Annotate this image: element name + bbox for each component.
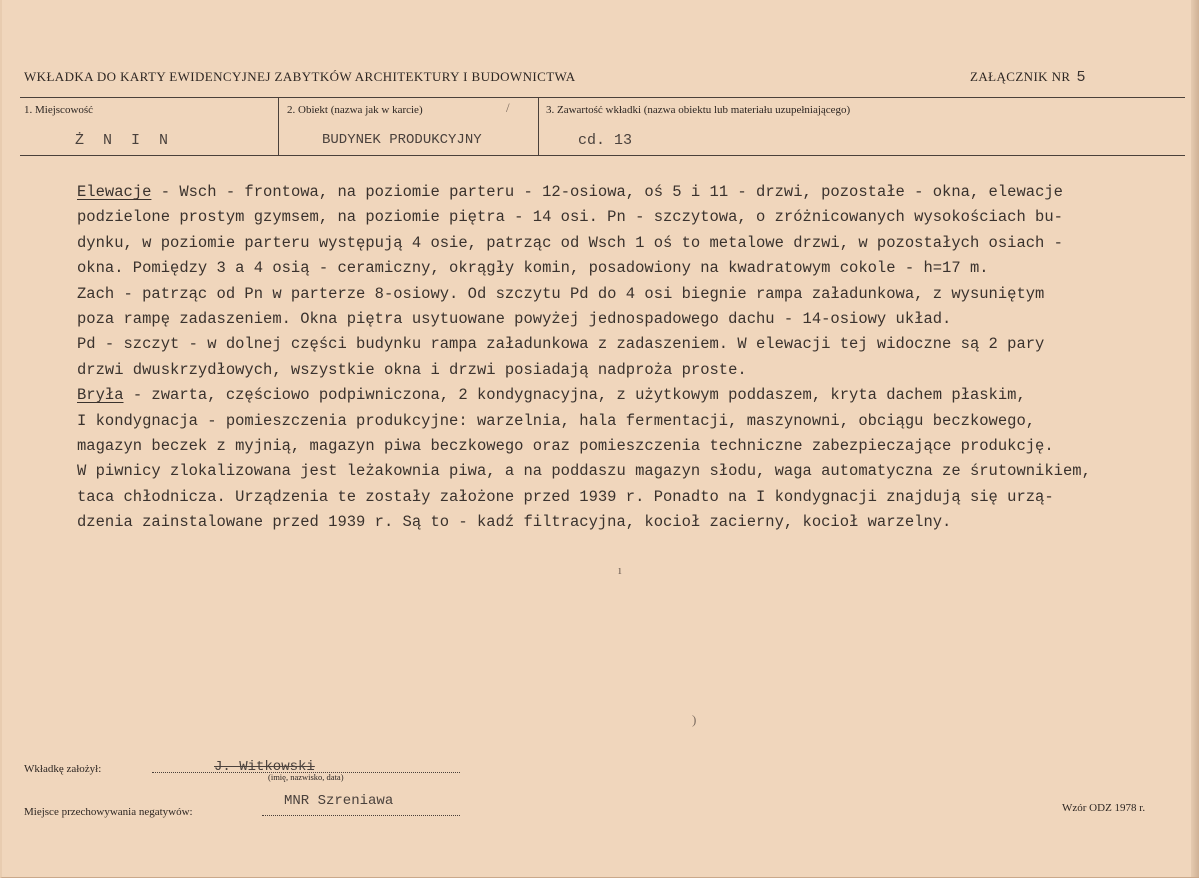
- field-divider-2: [538, 97, 539, 155]
- locality-value: Ż N I N: [75, 132, 174, 149]
- text-line: [77, 332, 1177, 357]
- attachment-number-value: 5: [1076, 69, 1086, 86]
- text-line-content: podzielone prostym gzymsem, na poziomie piętra - 14 osi. Pn - szczytowa, o zróżnicowanych wysokościach bu-: [77, 208, 1063, 227]
- card-edge: [1191, 0, 1199, 878]
- text-line: [77, 383, 1177, 408]
- storage-value: MNR Szreniawa: [284, 793, 394, 809]
- text-line: [77, 459, 1177, 484]
- text-line: [77, 358, 1177, 383]
- text-line: [77, 180, 1177, 205]
- text-line: [77, 231, 1177, 256]
- form-code: Wzór ODZ 1978 r.: [1062, 802, 1146, 814]
- content-value: cd. 13: [578, 132, 633, 149]
- text-line-content: I kondygnacja - pomieszczenia produkcyjne: warzelnia, hala fermentacji, maszynowni, obciągu beczkowego,: [77, 411, 1036, 430]
- field-divider-1: [278, 97, 279, 155]
- text-line-content: Zach - patrząc od Pn w parterze 8-osiowy. Od szczytu Pd do 4 osi biegnie rampa załadunkowa, z wysuniętym: [77, 284, 1045, 303]
- text-line-content: dynku, w poziomie parteru występują 4 osie, patrząc od Wsch 1 oś to metalowe drzwi, w pozostałych osiach -: [77, 233, 1063, 252]
- text-line-content: magazyn beczek z myjnią, magazyn piwa beczkowego oraz pomieszczenia techniczne zabezpieczające produkcję.: [77, 436, 1054, 455]
- stray-mark: /: [506, 100, 510, 115]
- text-line: [77, 510, 1177, 535]
- text-line: [77, 434, 1177, 459]
- text-line-content: drzwi dwuskrzydłowych, wszystkie okna i drzwi posiadają nadproża proste.: [77, 360, 747, 379]
- attachment-label: ZAŁĄCZNIK NR: [970, 69, 1071, 84]
- stray-mark: ): [692, 712, 697, 727]
- text-line-content: okna. Pomiędzy 3 a 4 osią - ceramiczny, okrągły komin, posadowiony na kwadratowym cokole - h=17 m.: [77, 259, 989, 278]
- text-line-content: W piwnicy zlokalizowana jest leżakownia piwa, a na poddaszu magazyn słodu, waga automatyczna ze śrutownikiem,: [77, 462, 1091, 481]
- text-line-content: poza rampę zadaszeniem. Okna piętra usytuowane powyżej jednospadowego dachu - 14-osiowy układ.: [77, 309, 952, 328]
- section-heading: Elewacje: [77, 183, 152, 201]
- attachment-number: [970, 69, 1086, 86]
- text-line-content: - Wsch - frontowa, na poziomie parteru - 12-osiowa, oś 5 i 11 - drzwi, pozostałe - okna, elewacje: [151, 183, 1063, 201]
- founder-caption: (imię, nazwisko, data): [268, 772, 344, 782]
- text-line-content: dzenia zainstalowane przed 1939 r. Są to - kadź filtracyjna, kocioł zacierny, kocioł warzelny.: [77, 513, 952, 532]
- object-label: 2. Obiekt (nazwa jak w karcie): [287, 104, 423, 116]
- header-rule-top: [20, 97, 1185, 98]
- content-label: 3. Zawartość wkładki (nazwa obiektu lub materiału uzupełniającego): [546, 104, 851, 116]
- storage-label: Miejsce przechowywania negatywów:: [24, 806, 193, 818]
- text-line-content: - zwarta, częściowo podpiwniczona, 2 kondygnacyjna, z użytkowym poddaszem, kryta dachem płaskim,: [123, 386, 1026, 405]
- stray-mark: ı: [618, 562, 622, 577]
- storage-dotted-line: [262, 815, 460, 816]
- description-text: [77, 180, 1177, 535]
- founder-value: J. Witkowski: [214, 759, 315, 775]
- text-line: [77, 409, 1177, 434]
- founder-label: Wkładkę założył:: [24, 763, 102, 775]
- text-line-content: Pd - szczyt - w dolnej części budynku rampa załadunkowa z zadaszeniem. W elewacji tej widoczne są 2 pary: [77, 335, 1045, 354]
- section-heading: Bryła: [77, 386, 124, 405]
- text-line: [77, 307, 1177, 332]
- card-title: WKŁADKA DO KARTY EWIDENCYJNEJ ZABYTKÓW ARCHITEKTURY I BUDOWNICTWA: [24, 69, 576, 84]
- text-line: [77, 256, 1177, 281]
- text-line: [77, 282, 1177, 307]
- object-value: BUDYNEK PRODUKCYJNY: [322, 132, 482, 148]
- header-rule-bottom: [20, 155, 1185, 156]
- text-line-content: taca chłodnicza. Urządzenia te zostały założone przed 1939 r. Ponadto na I kondygnacji znajdują się urzą-: [77, 487, 1054, 506]
- text-line: [77, 485, 1177, 510]
- locality-label: 1. Miejscowość: [24, 104, 94, 116]
- text-line: [77, 205, 1177, 230]
